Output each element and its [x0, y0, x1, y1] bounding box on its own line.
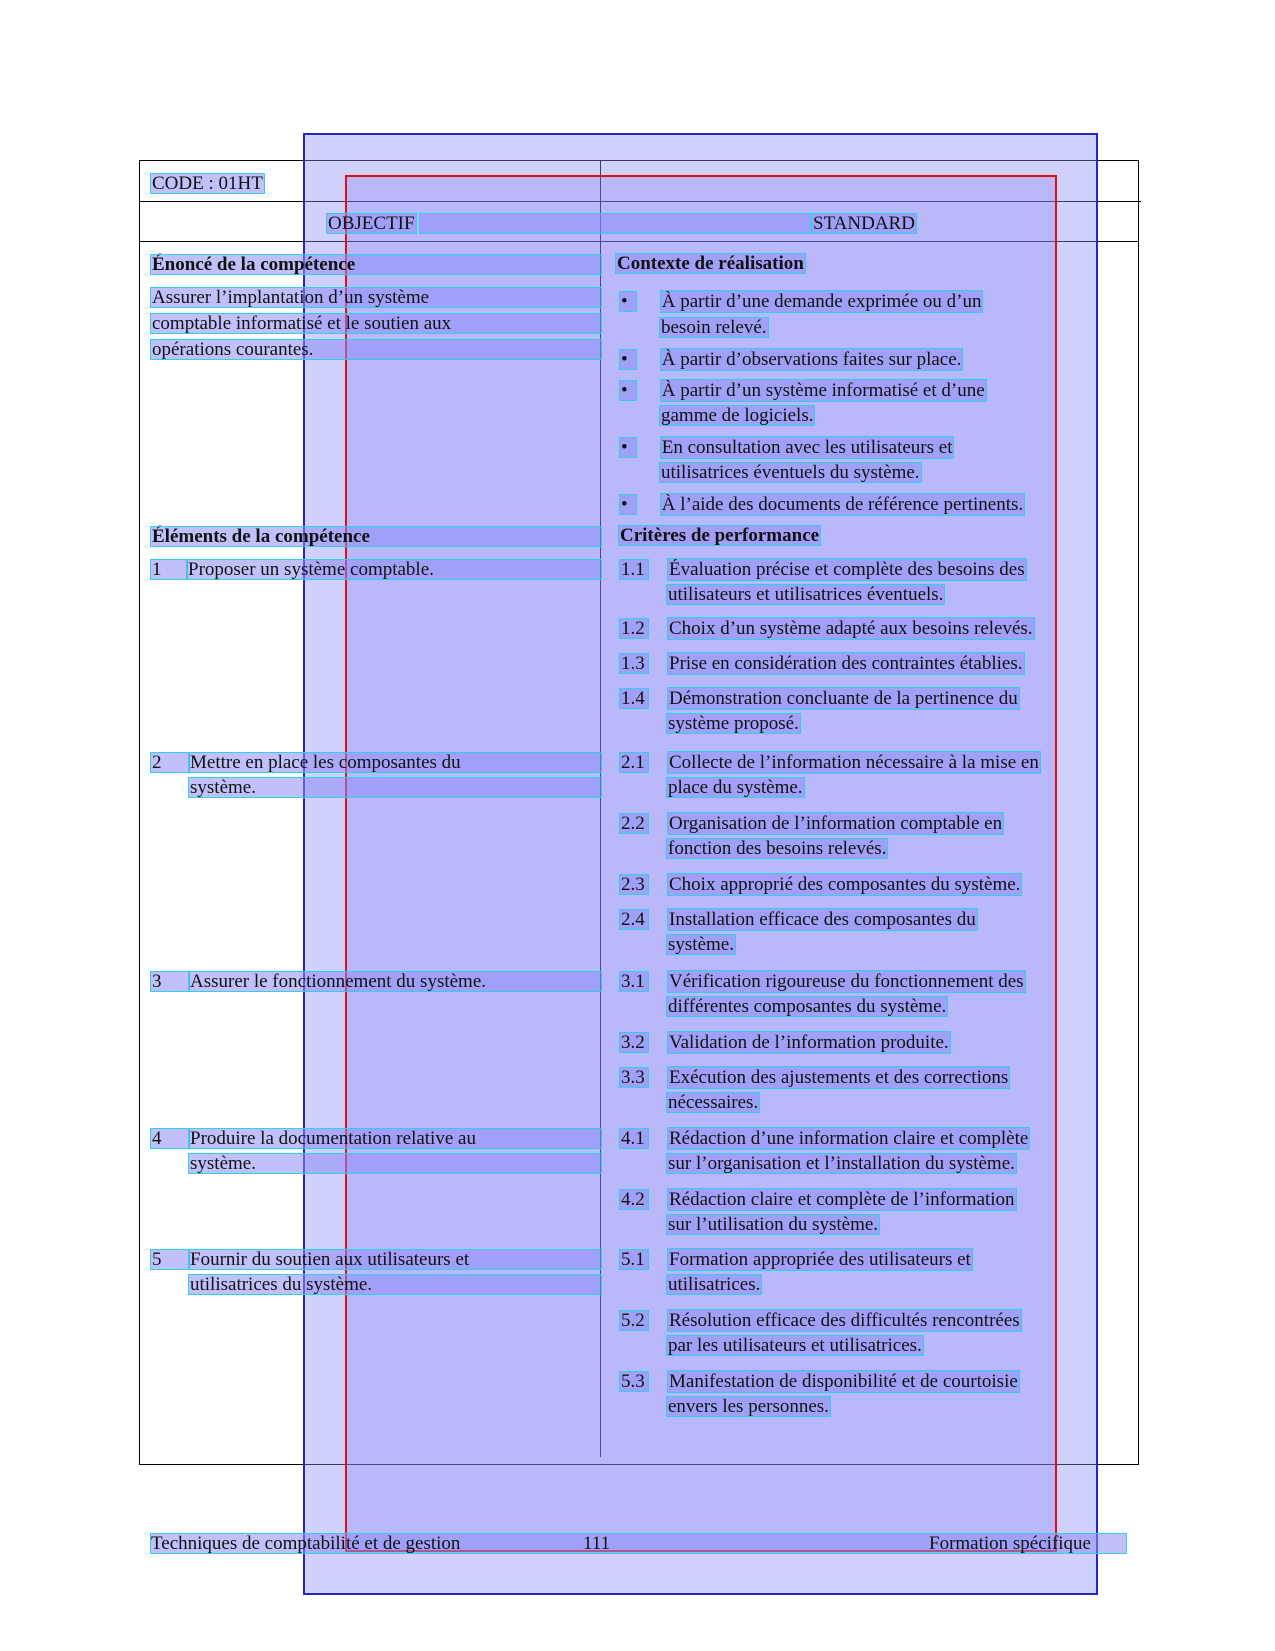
critere-number: 2.2	[620, 814, 648, 833]
critere-text: place du système.	[668, 777, 803, 798]
critere-text: Organisation de l’information comptable en	[669, 813, 1003, 834]
critere-item	[620, 1067, 1009, 1089]
critere-item	[620, 1128, 1029, 1150]
critere-item	[620, 971, 1025, 993]
bullet-text: gamme de logiciels.	[661, 405, 814, 426]
element-text: Produire la documentation relative au	[189, 1129, 601, 1148]
critere-text: Vérification rigoureuse du fonctionnement des	[669, 971, 1024, 992]
critere-number: 1.3	[620, 654, 648, 673]
critere-item	[620, 752, 1040, 774]
critere-number: 5.3	[620, 1372, 648, 1391]
enonce-heading-row	[151, 254, 601, 276]
bullet-text: À l’aide des documents de référence pertinents.	[661, 494, 1024, 515]
critere-text: Formation appropriée des utilisateurs et	[669, 1249, 971, 1270]
critere-number: 2.1	[620, 753, 648, 772]
critere-text: Rédaction claire et complète de l’information	[669, 1189, 1015, 1210]
critere-text: Démonstration concluante de la pertinence du	[669, 688, 1018, 709]
critere-item	[620, 1310, 1021, 1332]
element-text: Fournir du soutien aux utilisateurs et	[189, 1250, 601, 1269]
element-number: 3	[151, 972, 189, 991]
critere-text: Résolution efficace des difficultés rencontrées	[669, 1310, 1020, 1331]
critere-item	[620, 688, 1019, 710]
critere-text: système proposé.	[668, 713, 799, 734]
critere-text: par les utilisateurs et utilisatrices.	[668, 1335, 922, 1356]
bullet-text: À partir d’observations faites sur place.	[661, 349, 962, 370]
footer-section: Formation spécifique	[929, 1533, 1091, 1554]
criteres-heading: Critères de performance	[620, 525, 820, 546]
critere-number: 4.1	[620, 1129, 648, 1148]
critere-text: Prise en considération des contraintes établies.	[669, 653, 1023, 674]
contexte-heading: Contexte de réalisation	[617, 253, 804, 274]
element-text: système.	[189, 778, 601, 797]
element-item	[151, 752, 601, 774]
critere-text: différentes composantes du système.	[668, 996, 947, 1017]
critere-text: nécessaires.	[668, 1092, 759, 1113]
critere-text: Évaluation précise et complète des besoins des	[669, 559, 1025, 580]
critere-item	[620, 653, 1024, 675]
critere-text: Manifestation de disponibilité et de courtoisie	[669, 1371, 1018, 1392]
bullet-icon: •	[620, 350, 636, 369]
bullet-item	[620, 349, 962, 371]
critere-item	[620, 874, 1021, 896]
critere-text: Validation de l’information produite.	[669, 1032, 949, 1053]
critere-item	[620, 813, 1003, 835]
bullet-item	[620, 380, 986, 402]
critere-item	[620, 1249, 972, 1271]
critere-text: envers les personnes.	[668, 1396, 829, 1417]
element-number: 4	[151, 1129, 189, 1148]
enonce-heading: Énoncé de la compétence	[151, 255, 601, 274]
bullet-text: À partir d’une demande exprimée ou d’un	[661, 291, 982, 312]
bullet-text: utilisatrices éventuels du système.	[661, 462, 920, 483]
element-text: Proposer un système comptable.	[187, 560, 601, 579]
critere-text: Collecte de l’information nécessaire à la mise en	[669, 752, 1039, 773]
critere-text: utilisatrices.	[668, 1274, 761, 1295]
critere-text: utilisateurs et utilisatrices éventuels.	[668, 584, 944, 605]
enonce-line: Assurer l’implantation d’un système	[151, 288, 601, 307]
enonce-text	[151, 288, 601, 359]
critere-number: 5.2	[620, 1311, 648, 1330]
bullet-icon: •	[620, 438, 636, 457]
critere-number: 2.3	[620, 875, 648, 894]
elements-heading-row	[151, 526, 601, 548]
critere-item	[620, 1371, 1019, 1393]
critere-text: Exécution des ajustements et des corrections	[669, 1067, 1009, 1088]
column-header-standard: STANDARD	[813, 213, 915, 234]
element-item	[151, 1249, 601, 1271]
critere-number: 1.2	[620, 619, 648, 638]
critere-text: sur l’utilisation du système.	[668, 1214, 879, 1235]
bullet-item	[620, 437, 953, 459]
element-number: 1	[151, 560, 187, 579]
column-header-objectif: OBJECTIF	[328, 213, 415, 234]
enonce-line: comptable informatisé et le soutien aux	[151, 314, 601, 333]
elements-heading: Éléments de la compétence	[151, 527, 601, 546]
critere-number: 3.2	[620, 1033, 648, 1052]
table-right-border	[1138, 160, 1139, 1464]
critere-text: Choix approprié des composantes du système.	[669, 874, 1021, 895]
critere-text: fonction des besoins relevés.	[668, 838, 887, 859]
critere-item	[620, 1189, 1016, 1211]
footer-program: Techniques de comptabilité et de gestion	[151, 1533, 461, 1554]
critere-text: Rédaction d’une information claire et complète	[669, 1128, 1029, 1149]
bullet-text: besoin relevé.	[661, 317, 767, 338]
critere-text: Choix d’un système adapté aux besoins relevés.	[669, 618, 1033, 639]
critere-item	[620, 1032, 950, 1054]
enonce-line: opérations courantes.	[151, 340, 601, 359]
critere-item	[620, 618, 1034, 640]
footer-page-number: 111	[583, 1533, 611, 1554]
element-text: système.	[189, 1154, 601, 1173]
critere-text: système.	[668, 934, 734, 955]
critere-text: sur l’organisation et l’installation du système.	[668, 1153, 1015, 1174]
element-item	[151, 559, 601, 581]
critere-number: 1.4	[620, 689, 648, 708]
code-label: CODE : 01HT	[152, 173, 263, 194]
element-text: utilisatrices du système.	[189, 1275, 601, 1294]
critere-number: 3.3	[620, 1068, 648, 1087]
bullet-item	[620, 494, 1024, 516]
element-number: 5	[151, 1250, 189, 1269]
table-left-border	[139, 160, 140, 1464]
critere-number: 3.1	[620, 972, 648, 991]
column-header-bar	[420, 214, 810, 233]
critere-number: 5.1	[620, 1250, 648, 1269]
element-item	[151, 1128, 601, 1150]
critere-number: 2.4	[620, 910, 648, 929]
bullet-icon: •	[620, 495, 636, 514]
critere-item	[620, 559, 1026, 581]
bullet-icon: •	[620, 381, 636, 400]
bullet-item	[620, 291, 982, 313]
critere-number: 1.1	[620, 560, 648, 579]
element-text: Assurer le fonctionnement du système.	[189, 972, 601, 991]
critere-item	[620, 909, 977, 931]
bullet-icon: •	[620, 292, 636, 311]
critere-number: 4.2	[620, 1190, 648, 1209]
element-number: 2	[151, 753, 189, 772]
element-item	[151, 971, 601, 993]
bullet-text: À partir d’un système informatisé et d’une	[661, 380, 985, 401]
element-text: Mettre en place les composantes du	[189, 753, 601, 772]
critere-text: Installation efficace des composantes du	[669, 909, 976, 930]
bullet-text: En consultation avec les utilisateurs et	[661, 437, 953, 458]
